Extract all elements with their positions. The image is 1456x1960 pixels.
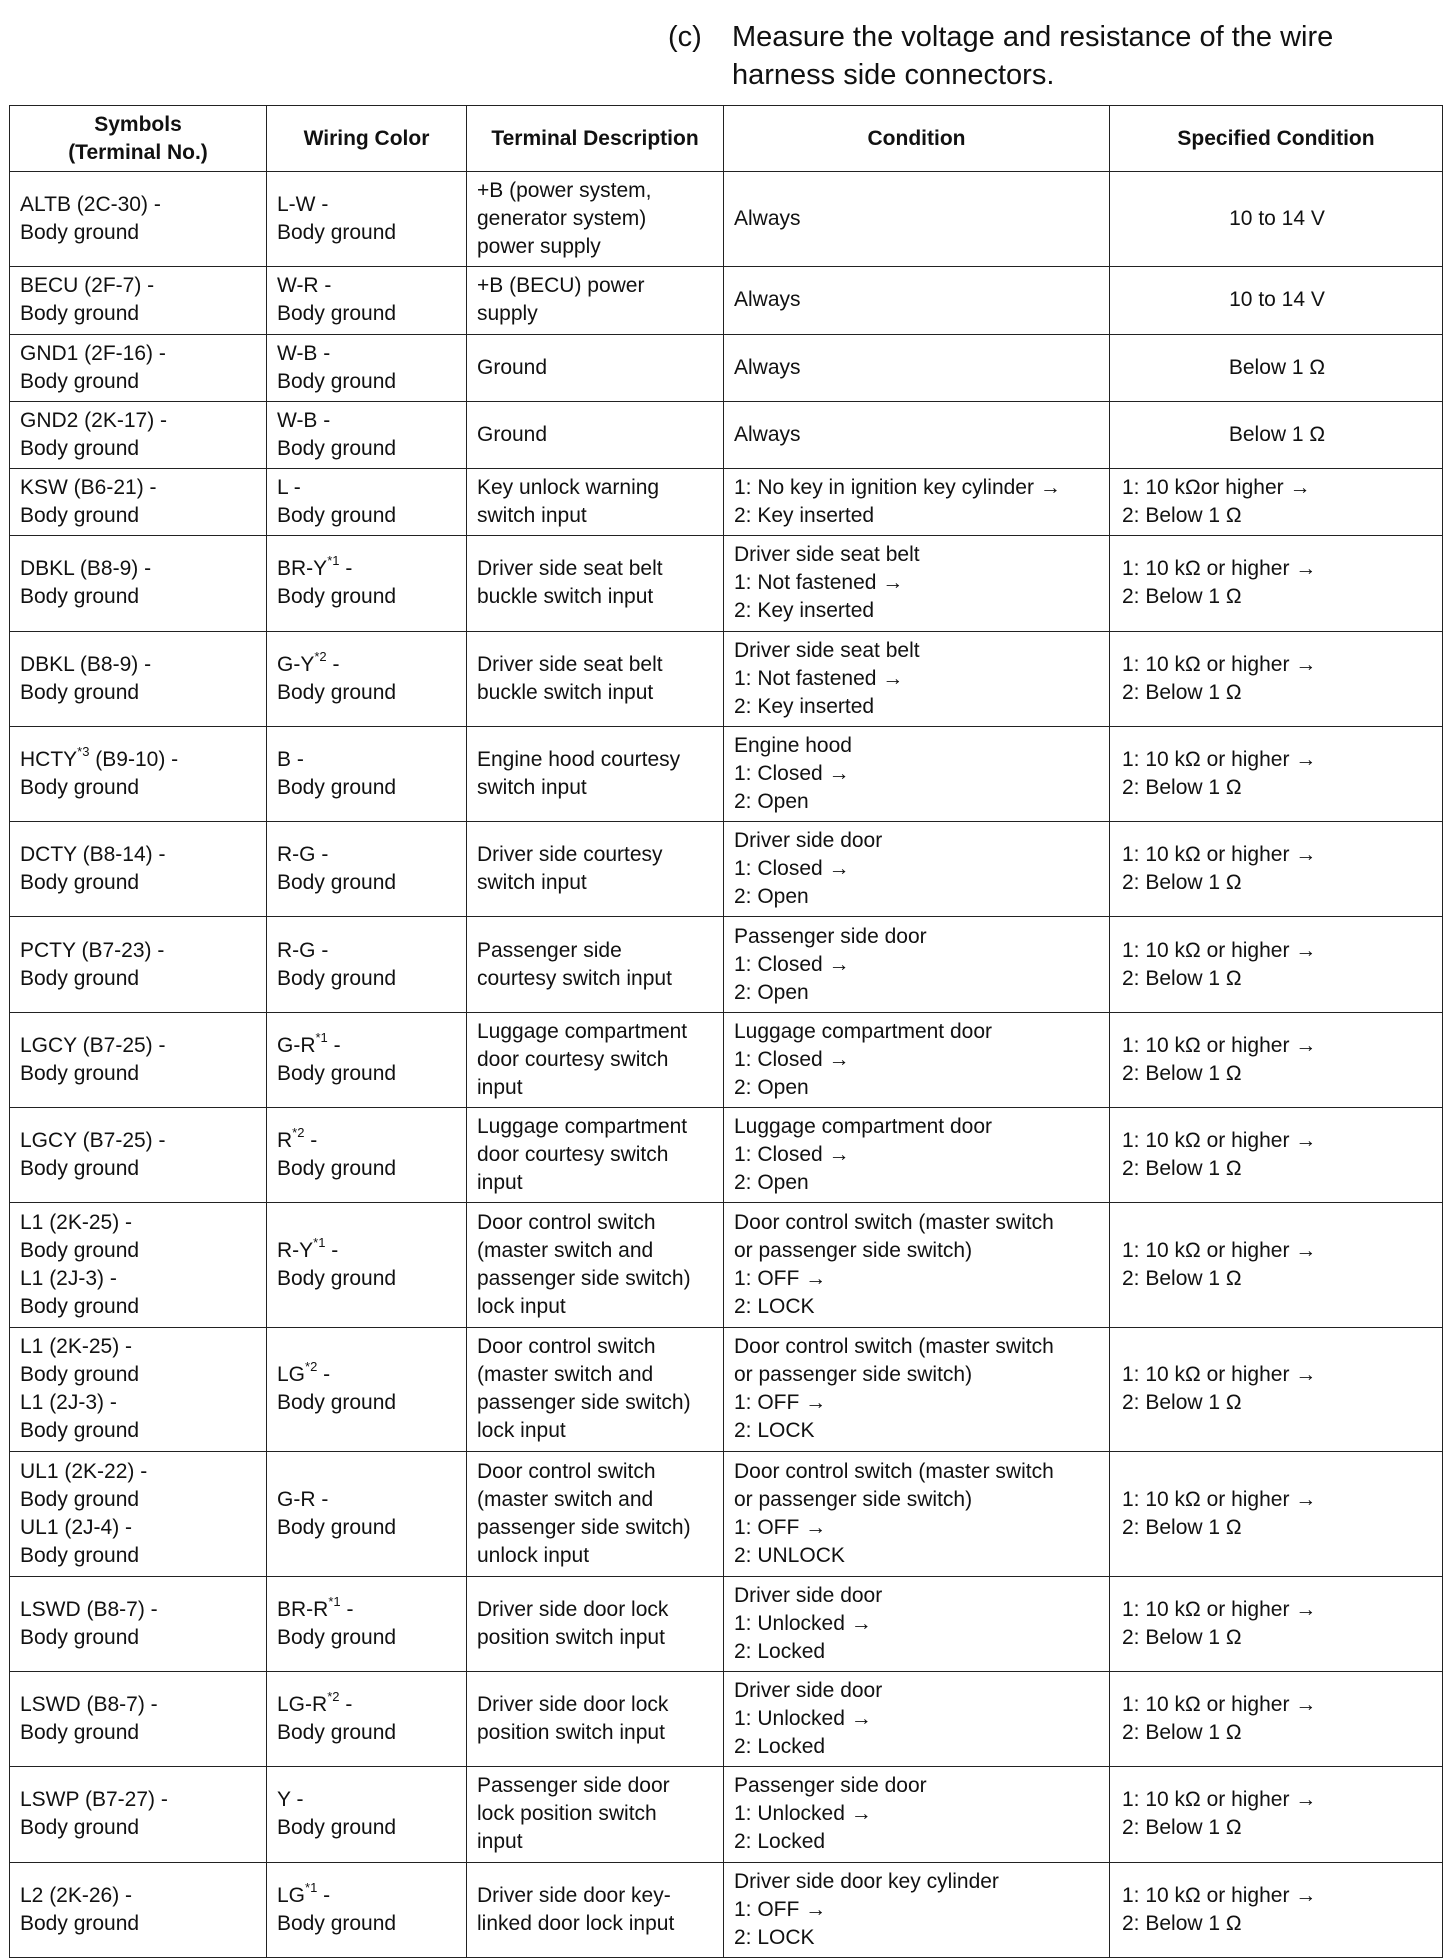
header-symbols: Symbols (Terminal No.) xyxy=(10,106,267,172)
cell-wiring-color: $R-Y^{*1}$ - Body ground xyxy=(267,1203,467,1327)
cell-wiring-color: W-B - Body ground xyxy=(267,401,467,468)
footnote-marker: *2 xyxy=(292,1125,305,1141)
cell-wiring-color: $R^{*2}$ - Body ground xyxy=(267,1108,467,1203)
cell-condition: Luggage compartment door 1: Closed → 2: Open xyxy=(724,1012,1110,1107)
table-row xyxy=(10,1671,1443,1766)
cell-symbol: LSWD (B8-7) - Body ground xyxy=(10,1671,267,1766)
cell-symbol: LGCY (B7-25) - Body ground xyxy=(10,1012,267,1107)
table-row xyxy=(10,1108,1443,1203)
table-row xyxy=(10,1862,1443,1957)
cell-condition: Driver side door key cylinder 1: OFF → 2: LOCK xyxy=(724,1862,1110,1957)
cell-terminal-description: Ground xyxy=(467,334,724,401)
cell-wiring-color: W-B - Body ground xyxy=(267,334,467,401)
cell-terminal-description: Door control switch (master switch and passenger side switch) lock input xyxy=(467,1203,724,1327)
cell-condition: Driver side door 1: Unlocked → 2: Locked xyxy=(724,1671,1110,1766)
cell-condition: Always xyxy=(724,267,1110,334)
cell-terminal-description: Passenger side courtesy switch input xyxy=(467,917,724,1012)
cell-symbol: LGCY (B7-25) - Body ground xyxy=(10,1108,267,1203)
cell-terminal-description: Driver side seat belt buckle switch input xyxy=(467,631,724,726)
cell-symbol: DCTY (B8-14) - Body ground xyxy=(10,822,267,917)
cell-terminal-description: Door control switch (master switch and passenger side switch) unlock input xyxy=(467,1452,724,1576)
table-row xyxy=(10,172,1443,267)
cell-wiring-color: LG$^{*1}$ - Body ground xyxy=(267,1862,467,1957)
cell-terminal-description: Driver side door lock position switch input xyxy=(467,1671,724,1766)
cell-specified-condition: 1: 10 kΩ or higher → 2: Below 1 Ω xyxy=(1110,1327,1443,1451)
table-row xyxy=(10,631,1443,726)
step-marker: (c) xyxy=(668,21,702,53)
cell-wiring-color: B - Body ground xyxy=(267,726,467,821)
cell-specified-condition: 1: 10 kΩ or higher → 2: Below 1 Ω xyxy=(1110,1767,1443,1862)
cell-symbol: L1 (2K-25) - Body ground L1 (2J-3) - Body ground xyxy=(10,1203,267,1327)
footnote-marker: *1 xyxy=(327,553,340,569)
cell-symbol: PCTY (B7-23) - Body ground xyxy=(10,917,267,1012)
cell-symbol: DBKL (B8-9) - Body ground xyxy=(10,631,267,726)
cell-wiring-color: $G-Y^{*2}$ - Body ground xyxy=(267,631,467,726)
cell-wiring-color: R-G - Body ground xyxy=(267,822,467,917)
cell-wiring-color: R-G - Body ground xyxy=(267,917,467,1012)
cell-terminal-description: Driver side seat belt buckle switch input xyxy=(467,536,724,631)
cell-symbol: HCTY$^{*3}$ (B9-10) - Body ground xyxy=(10,726,267,821)
cell-wiring-color: L-W - Body ground xyxy=(267,172,467,267)
table-row xyxy=(10,1327,1443,1451)
table-body xyxy=(10,172,1443,1958)
cell-specified-condition: 1: 10 kΩ or higher → 2: Below 1 Ω xyxy=(1110,631,1443,726)
cell-terminal-description: Ground xyxy=(467,401,724,468)
cell-specified-condition: 1: 10 kΩ or higher → 2: Below 1 Ω xyxy=(1110,1012,1443,1107)
table-row xyxy=(10,267,1443,334)
cell-specified-condition: 1: 10 kΩ or higher → 2: Below 1 Ω xyxy=(1110,822,1443,917)
cell-symbol: GND2 (2K-17) - Body ground xyxy=(10,401,267,468)
cell-wiring-color: W-R - Body ground xyxy=(267,267,467,334)
cell-specified-condition: 1: 10 kΩ or higher → 2: Below 1 Ω xyxy=(1110,536,1443,631)
cell-condition: Passenger side door 1: Unlocked → 2: Locked xyxy=(724,1767,1110,1862)
header-condition: Condition xyxy=(724,106,1110,172)
cell-specified-condition: 1: 10 kΩ or higher → 2: Below 1 Ω xyxy=(1110,1452,1443,1576)
cell-symbol: BECU (2F-7) - Body ground xyxy=(10,267,267,334)
cell-wiring-color: Y - Body ground xyxy=(267,1767,467,1862)
cell-terminal-description: Driver side door key- linked door lock input xyxy=(467,1862,724,1957)
cell-condition: Passenger side door 1: Closed → 2: Open xyxy=(724,917,1110,1012)
table-row xyxy=(10,1767,1443,1862)
cell-condition: Door control switch (master switch or passenger side switch) 1: OFF → 2: LOCK xyxy=(724,1203,1110,1327)
footnote-marker: *2 xyxy=(305,1359,318,1375)
cell-terminal-description: Passenger side door lock position switch input xyxy=(467,1767,724,1862)
cell-terminal-description: Door control switch (master switch and passenger side switch) lock input xyxy=(467,1327,724,1451)
table-row xyxy=(10,536,1443,631)
cell-wiring-color: LG$^{*2}$ - Body ground xyxy=(267,1327,467,1451)
cell-specified-condition: 1: 10 kΩ or higher → 2: Below 1 Ω xyxy=(1110,1576,1443,1671)
footnote-marker: *2 xyxy=(327,1689,340,1705)
cell-terminal-description: Engine hood courtesy switch input xyxy=(467,726,724,821)
footnote-marker: *1 xyxy=(305,1879,318,1895)
cell-terminal-description: Luggage compartment door courtesy switch input xyxy=(467,1012,724,1107)
cell-symbol: LSWP (B7-27) - Body ground xyxy=(10,1767,267,1862)
cell-condition: Engine hood 1: Closed → 2: Open xyxy=(724,726,1110,821)
cell-specified-condition: 1: 10 kΩ or higher → 2: Below 1 Ω xyxy=(1110,1108,1443,1203)
cell-condition: Always xyxy=(724,401,1110,468)
cell-terminal-description: Driver side door lock position switch input xyxy=(467,1576,724,1671)
table-header-row xyxy=(10,106,1443,172)
step-instruction xyxy=(668,18,1428,94)
header-specified-condition: Specified Condition xyxy=(1110,106,1443,172)
cell-symbol: L1 (2K-25) - Body ground L1 (2J-3) - Body ground xyxy=(10,1327,267,1451)
header-terminal-description: Terminal Description xyxy=(467,106,724,172)
cell-condition: Always xyxy=(724,172,1110,267)
footnote-marker: *1 xyxy=(313,1235,326,1251)
cell-specified-condition: 1: 10 kΩ or higher → 2: Below 1 Ω xyxy=(1110,1862,1443,1957)
table-row xyxy=(10,1452,1443,1576)
step-text: Measure the voltage and resistance of the wire harness side connectors. xyxy=(732,21,1334,91)
cell-terminal-description: Luggage compartment door courtesy switch input xyxy=(467,1108,724,1203)
table-row xyxy=(10,822,1443,917)
cell-specified-condition: Below 1 Ω xyxy=(1110,334,1443,401)
cell-specified-condition: 1: 10 kΩ or higher → 2: Below 1 Ω xyxy=(1110,1203,1443,1327)
cell-terminal-description: +B (power system, generator system) power supply xyxy=(467,172,724,267)
cell-wiring-color: $BR-R^{*1}$ - Body ground xyxy=(267,1576,467,1671)
table-row xyxy=(10,1012,1443,1107)
inspection-table xyxy=(9,105,1443,1958)
cell-symbol: LSWD (B8-7) - Body ground xyxy=(10,1576,267,1671)
cell-wiring-color: $BR-Y^{*1}$ - Body ground xyxy=(267,536,467,631)
cell-terminal-description: Driver side courtesy switch input xyxy=(467,822,724,917)
table-row xyxy=(10,726,1443,821)
cell-terminal-description: Key unlock warning switch input xyxy=(467,468,724,535)
cell-symbol: L2 (2K-26) - Body ground xyxy=(10,1862,267,1957)
cell-condition: Always xyxy=(724,334,1110,401)
cell-wiring-color: G-R - Body ground xyxy=(267,1452,467,1576)
table-row xyxy=(10,401,1443,468)
cell-condition: Driver side seat belt 1: Not fastened → 2: Key inserted xyxy=(724,631,1110,726)
cell-condition: Driver side door 1: Unlocked → 2: Locked xyxy=(724,1576,1110,1671)
cell-specified-condition: 10 to 14 V xyxy=(1110,267,1443,334)
cell-specified-condition: 1: 10 kΩ or higher → 2: Below 1 Ω xyxy=(1110,726,1443,821)
cell-symbol: KSW (B6-21) - Body ground xyxy=(10,468,267,535)
cell-symbol: UL1 (2K-22) - Body ground UL1 (2J-4) - Body ground xyxy=(10,1452,267,1576)
header-wiring-color: Wiring Color xyxy=(267,106,467,172)
cell-wiring-color: $LG-R^{*2}$ - Body ground xyxy=(267,1671,467,1766)
cell-symbol: GND1 (2F-16) - Body ground xyxy=(10,334,267,401)
cell-wiring-color: $G-R^{*1}$ - Body ground xyxy=(267,1012,467,1107)
footnote-marker: *1 xyxy=(328,1593,341,1609)
cell-specified-condition: 1: 10 kΩor higher → 2: Below 1 Ω xyxy=(1110,468,1443,535)
cell-condition: Driver side door 1: Closed → 2: Open xyxy=(724,822,1110,917)
cell-symbol: DBKL (B8-9) - Body ground xyxy=(10,536,267,631)
cell-specified-condition: 10 to 14 V xyxy=(1110,172,1443,267)
cell-symbol: ALTB (2C-30) - Body ground xyxy=(10,172,267,267)
cell-specified-condition: 1: 10 kΩ or higher → 2: Below 1 Ω xyxy=(1110,1671,1443,1766)
footnote-marker: *2 xyxy=(314,648,327,664)
cell-wiring-color: L - Body ground xyxy=(267,468,467,535)
cell-condition: Door control switch (master switch or passenger side switch) 1: OFF → 2: UNLOCK xyxy=(724,1452,1110,1576)
table-row xyxy=(10,334,1443,401)
footnote-marker: *1 xyxy=(315,1029,328,1045)
cell-condition: 1: No key in ignition key cylinder → 2: Key inserted xyxy=(724,468,1110,535)
table-row xyxy=(10,468,1443,535)
cell-terminal-description: +B (BECU) power supply xyxy=(467,267,724,334)
cell-specified-condition: 1: 10 kΩ or higher → 2: Below 1 Ω xyxy=(1110,917,1443,1012)
footnote-marker: *3 xyxy=(77,743,90,759)
table-row xyxy=(10,1203,1443,1327)
cell-specified-condition: Below 1 Ω xyxy=(1110,401,1443,468)
cell-condition: Driver side seat belt 1: Not fastened → 2: Key inserted xyxy=(724,536,1110,631)
table-row xyxy=(10,1576,1443,1671)
table-row xyxy=(10,917,1443,1012)
cell-condition: Luggage compartment door 1: Closed → 2: Open xyxy=(724,1108,1110,1203)
cell-condition: Door control switch (master switch or passenger side switch) 1: OFF → 2: LOCK xyxy=(724,1327,1110,1451)
